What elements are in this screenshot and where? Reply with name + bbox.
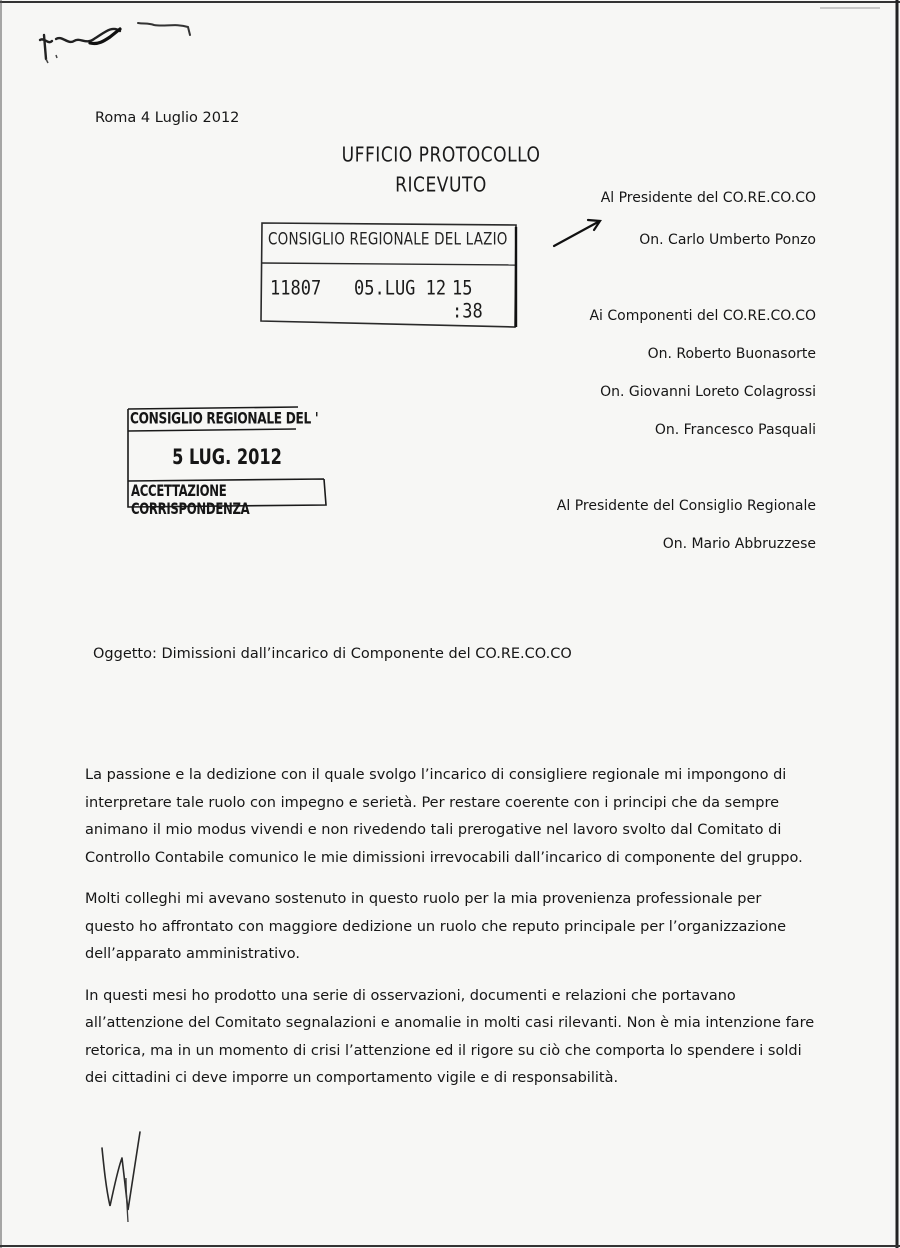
subject-line: Oggetto: Dimissioni dall’incarico di Componente del CO.RE.CO.CO (93, 646, 572, 662)
signature-icon (96, 1118, 156, 1228)
recipient-line: On. Giovanni Loreto Colagrossi (600, 384, 816, 400)
protocol-stamp-title: CONSIGLIO REGIONALE DEL LAZIO (268, 228, 508, 250)
protocol-time: 15 :38 (452, 277, 483, 323)
letter-body (85, 762, 815, 1107)
body-paragraph: La passione e la dedizione con il quale svolgo l’incarico di consigliere regionale mi impongono di interpretare tale ruolo con impegno e serietà. Per restare coerente con i principi che da sempre animano il mio modus vivendi e non rivedendo tali prerogative nel lavoro svolto dal Comitato di Controllo Contabile comunico le mie dimissioni irrevocabili dall’incarico di componente del gruppo. (85, 767, 803, 866)
protocol-number: 11807 (270, 277, 322, 300)
recipient-line: On. Mario Abbruzzese (662, 536, 816, 552)
acceptance-stamp (126, 405, 328, 519)
protocol-header-line1: UFFICIO PROTOCOLLO (341, 143, 541, 167)
body-paragraph: In questi mesi ho prodotto una serie di osservazioni, documenti e relazioni che portavano all’attenzione del Comitato segnalazioni e anomalie in molti casi rilevanti. Non è mia intenzione fare retorica, ma in un momento di crisi l’attenzione ed il rigore su ciò che comporta lo spendere i soldi dei cittadini ci deve imporre un comportamento vigile e di responsabilità. (85, 987, 815, 1086)
acceptance-stamp-date: 5 LUG. 2012 (172, 444, 282, 471)
recipient-line: On. Carlo Umberto Ponzo (639, 232, 816, 248)
place-date: Roma 4 Luglio 2012 (95, 110, 240, 126)
protocol-stamp (258, 219, 514, 325)
recipient-line: Ai Componenti del CO.RE.CO.CO (589, 308, 816, 324)
handwritten-mark-icon (30, 15, 200, 70)
recipient-line: Al Presidente del Consiglio Regionale (556, 498, 816, 514)
protocol-date: 05.LUG 12 (354, 277, 447, 300)
protocol-header-stamp (310, 140, 572, 200)
arrow-icon (548, 212, 608, 252)
recipient-line: Al Presidente del CO.RE.CO.CO (600, 190, 816, 206)
acceptance-stamp-title: CONSIGLIO REGIONALE DEL ' (130, 409, 319, 429)
acceptance-stamp-footer: ACCETTAZIONE CORRISPONDENZA (131, 483, 250, 519)
body-paragraph: Molti colleghi mi avevano sostenuto in questo ruolo per la mia provenienza professionale per questo ho affrontato con maggiore dedizione un ruolo che reputo principale per l’organizzazione dell’apparato amministrativo. (85, 891, 787, 962)
protocol-header-line2: RICEVUTO (395, 173, 487, 197)
recipient-line: On. Francesco Pasquali (654, 422, 816, 438)
recipient-line: On. Roberto Buonasorte (647, 346, 816, 362)
